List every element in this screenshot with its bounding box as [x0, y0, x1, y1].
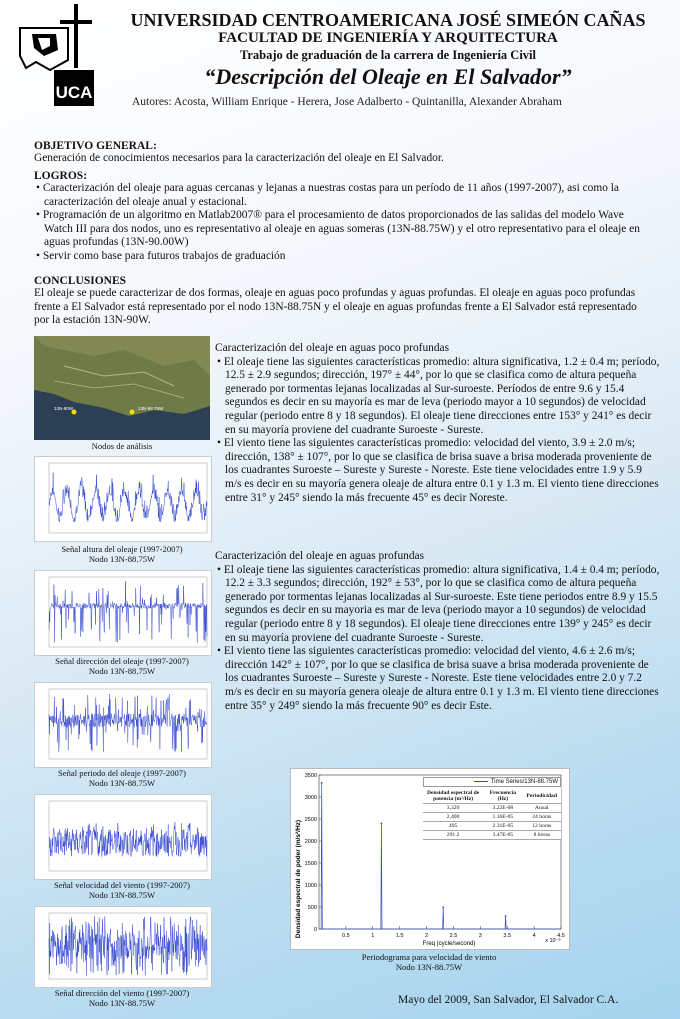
table-row	[423, 822, 561, 831]
logros-item: • Programación de un algoritmo en Matlab2007® para el procesamiento de datos proporcionados de las salidas del modelo Wave Watch III para dos nodos, uno es representativo al oleaje en aguas someras (13N-88.75W) y el otro representativo para el oleaje en aguas profundas (13N-90.00W)	[36, 209, 640, 249]
x-tick-label: 0.5	[342, 933, 350, 939]
caption-line: Nodo 13N-88.75W	[88, 778, 156, 788]
x-tick-label: 1.5	[395, 933, 404, 939]
logros-section	[34, 170, 650, 264]
spectrum-peak	[380, 823, 382, 825]
objetivo-section	[34, 140, 654, 166]
table-cell: 291.2	[423, 831, 483, 840]
faculty-name: FACULTAD DE INGENIERÍA Y ARQUITECTURA	[218, 30, 558, 46]
altura-plot	[34, 456, 212, 542]
table-cell: 2.31E-05	[483, 822, 522, 831]
map-caption: Nodos de análisis	[91, 441, 153, 451]
table-cell: 2,400	[423, 813, 483, 822]
caption-line: Nodo 13N-88.75W	[88, 554, 156, 564]
profundas-item: • El oleaje tiene las siguientes características promedio: altura significativa, 1.4 ± 0.4 m; período, 12.2 ± 3.3 segundos; dirección, 192° ± 53°, por lo que se clasifica como de altura pequeña generado por tormentas lejanas localizadas al Sur-suroeste. Este tiene periodos entre 8.9 y 15.5 segundos es decir en su mayoria es mar de leva (periodo mayor a 10 segundos) de velocidad regular (periodo entre 8 y 18 segundos). El oleaje tiene direcciones entre 139° y 245° es decir en su mayoría proviene del cuadrante Suroeste - Sureste.	[217, 563, 660, 644]
direccion-caption	[34, 656, 210, 676]
legend-entry	[423, 777, 561, 787]
node-marker-icon	[130, 410, 135, 415]
table-header: Frecuencia (Hz)	[483, 789, 522, 804]
dir-viento-plot	[34, 906, 212, 988]
altura-caption	[34, 544, 210, 564]
x-tick-label: 1	[371, 933, 375, 939]
poco-profundas-item: • El oleaje tiene las siguientes características promedio: altura significativa, 1.2 ± 0.4 m; período, 12.5 ± 2.9 segundos; dirección, 197° ± 44°, por lo que se clasifica como de altura pequeña generado por tormentas lejanas localizadas al Sur-suroeste. Períodos de entre 9.6 y 15.4 segundos es decir en su mayoría es mar de leva (periodo mayor a 10 segundos) de velocidad regular (periodo entre 8 y 18 segundos). El oleaje tiene direcciones entre 153° y 241° es decir en su mayoría proviene del cuadrante Suroeste - Sureste.	[217, 355, 660, 436]
thesis-subtitle: Trabajo de graduación de la carrera de Ingeniería Civil	[239, 48, 537, 62]
profundas-item: • El viento tiene las siguientes características promedio: velocidad del viento, 4.6 ± 2.6 m/s; dirección 142° ± 107°, por lo que se clasifica de brisa suave a brisa moderada proveniente de los cuadrantes Suroeste – Sureste y Sureste - Noreste. Este tiene velocidades entre 2.0 y 7.2 m/s es decir en su mayoría genera oleaje de altura entre 0.1 y 1.3 m. El viento tiene direcciones entre 35° y 249° siendo la más frecuente 90° es decir Este.	[217, 645, 659, 712]
profundas-section	[215, 550, 661, 713]
table-row	[423, 804, 561, 813]
logo-text: UCA	[55, 83, 93, 102]
y-tick-label: 1500	[304, 861, 317, 867]
caption-line: Nodo 13N-88.75W	[395, 962, 463, 972]
footer-date: Mayo del 2009, San Salvador, El Salvador C.A.	[398, 994, 619, 1006]
y-tick-label: 3000	[304, 795, 317, 801]
table-cell: 8 horas	[523, 831, 561, 840]
caption-line: Señal dirección del viento (1997-2007)	[54, 988, 190, 998]
table-header: Densidad espectral de potencia (m²/Hz)	[423, 789, 483, 804]
y-tick-label: 0	[313, 927, 317, 933]
direccion-plot	[34, 570, 212, 656]
objetivo-heading: OBJETIVO GENERAL:	[34, 140, 157, 152]
table-row	[423, 831, 561, 840]
y-tick-label: 1000	[304, 883, 317, 889]
table-cell: 3,320	[423, 804, 483, 813]
logros-item: • Servir como base para futuros trabajos de graduación	[36, 249, 286, 262]
logros-heading: LOGROS:	[34, 170, 88, 182]
caption-line: Nodo 13N-88.75W	[88, 666, 156, 676]
x-axis-label: Freq (cycle/second)	[422, 941, 476, 947]
velocidad-plot	[34, 794, 212, 880]
poster-title: “Descripción del Oleaje en El Salvador”	[204, 64, 572, 89]
table-cell: 12 horas	[523, 822, 561, 831]
uca-logo	[14, 4, 96, 108]
spectrum-peak	[442, 906, 444, 908]
logros-item: • Caracterización del oleaje para aguas cercanas y lejanas a nuestras costas para un período de 11 años (1997-2007), asi como la caracterización del oleaje anual y estacional.	[36, 182, 619, 208]
y-tick-label: 3500	[304, 773, 317, 779]
spectrum-peak	[321, 782, 323, 784]
table-cell: 1.16E-05	[483, 813, 522, 822]
caption-line: Señal dirección del oleaje (1997-2007)	[55, 656, 189, 666]
caption-line: Señal altura del oleaje (1997-2007)	[61, 544, 183, 554]
periodo-caption	[34, 768, 210, 788]
conclusiones-heading: CONCLUSIONES	[34, 275, 127, 287]
poco-profundas-item: • El viento tiene las siguientes características promedio: velocidad del viento, 3.9 ± 2.0 m/s; dirección, 138° ± 107°, por lo que se clasifica de brisa suave a brisa moderada proveniente de los cuadrantes Suroeste – Sureste y Sureste - Noreste. Este tiene velocidades entre 1.9 y 5.9 m/s es decir en su mayoría genera oleaje de altura entre 0.1 y 1.3 m. El viento tiene direcciones entre 31° y 245° siendo la más frecuente 45° es decir Noreste.	[217, 437, 659, 504]
caption-line: Periodograma para velocidad de viento	[361, 952, 497, 962]
poco-profundas-section	[215, 342, 661, 505]
periodogram-figure	[290, 768, 570, 950]
periodogram-legend-table	[423, 777, 561, 840]
x-tick-label: 2.5	[449, 933, 458, 939]
objetivo-text: Generación de conocimientos necesarios para la caracterización del oleaje en El Salvador.	[34, 152, 444, 164]
periodogram-caption	[290, 952, 568, 972]
caption-line: Señal periodo del oleaje (1997-2007)	[58, 768, 186, 778]
table-row	[423, 813, 561, 822]
poco-profundas-heading: Caracterización del oleaje en aguas poco profundas	[215, 342, 450, 354]
table-cell: 24 horas	[523, 813, 561, 822]
spectrum-peak	[505, 915, 507, 917]
x-tick-label: 3.5	[503, 933, 512, 939]
x-tick-label: 4	[532, 933, 536, 939]
map-label: 13N-90W	[54, 406, 74, 411]
y-tick-label: 2000	[304, 839, 317, 845]
table-cell: 495	[423, 822, 483, 831]
table-cell: 3.22E-08	[483, 804, 522, 813]
caption-line: Nodo 13N-88.75W	[88, 998, 156, 1008]
caption-line: Señal velocidad del viento (1997-2007)	[53, 880, 191, 890]
y-tick-label: 2500	[304, 817, 317, 823]
profundas-heading: Caracterización del oleaje en aguas profundas	[215, 550, 425, 562]
authors: Autores: Acosta, William Enrique - Herera, Jose Adalberto - Quintanilla, Alexander Abraham	[132, 96, 562, 108]
legend-line-icon	[474, 781, 488, 782]
x-tick-label: 3	[478, 933, 482, 939]
legend-label: Time Series/13N-88.75W	[490, 779, 558, 785]
y-axis-label: Densidad espectral de poder (m/s²/Hz)	[295, 819, 302, 939]
table-header: Periodicidad	[523, 789, 561, 804]
y-tick-label: 500	[307, 905, 317, 911]
map-label: 13N-88.75W	[138, 406, 164, 411]
conclusiones-section	[34, 275, 654, 328]
x-tick-label: 2	[425, 933, 429, 939]
velocidad-caption	[34, 880, 210, 900]
conclusiones-text: El oleaje se puede caracterizar de dos formas, oleaje en aguas poco profundas y aguas profundas. El oleaje en aguas poco profundas frente a El Salvador está representado por el nodo 13N-88.75N y el oleaje en aguas profundas frente a El Salvador está representado por la estación 13N-90W.	[34, 287, 637, 327]
table-cell: 3.47E-05	[483, 831, 522, 840]
x-tick-label: 4.5	[557, 933, 565, 939]
x-scale-note: x 10⁻⁵	[545, 938, 561, 944]
nodes-map	[34, 336, 210, 440]
peaks-table	[423, 789, 561, 840]
table-cell: Anual	[523, 804, 561, 813]
caption-line: Nodo 13N-88.75W	[88, 890, 156, 900]
university-name: UNIVERSIDAD CENTROAMERICANA JOSÉ SIMEÓN CAÑAS	[130, 10, 646, 30]
periodo-plot	[34, 682, 212, 768]
dir-viento-caption	[34, 988, 210, 1008]
